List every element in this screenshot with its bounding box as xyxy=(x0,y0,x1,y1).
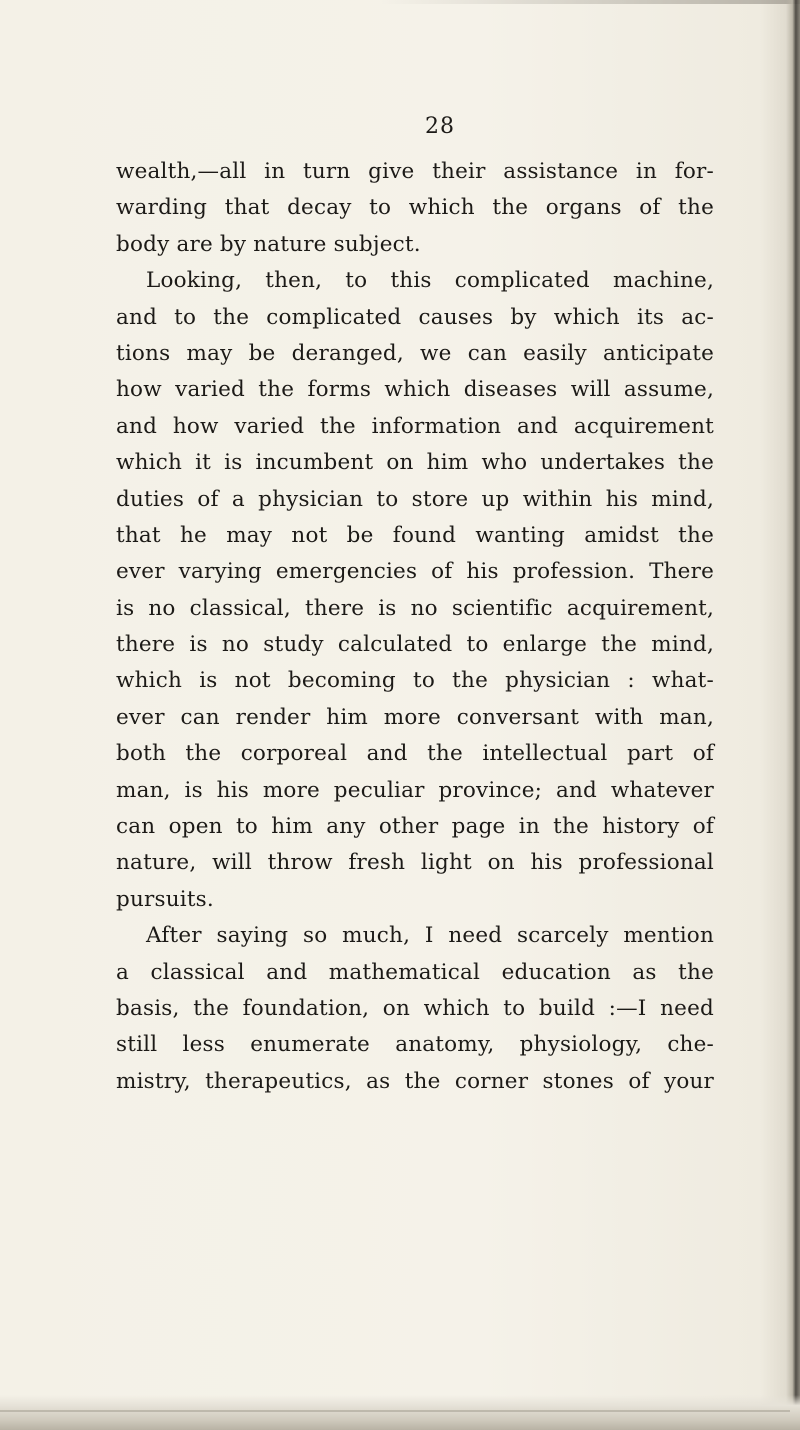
text-line: man, is his more peculiar province; and whatever xyxy=(116,777,714,803)
text-line: warding that decay to which the organs of the xyxy=(116,195,714,221)
page-bottom-edge-line xyxy=(0,1410,790,1412)
text-line: how varied the forms which diseases will assume, xyxy=(116,377,714,403)
page-number: 28 xyxy=(425,114,455,139)
text-line: is no classical, there is no scientific acquirement, xyxy=(116,595,714,621)
text-line: Looking, then, to this complicated machine, xyxy=(146,268,714,294)
text-line: ever can render him more conversant with man, xyxy=(116,704,714,730)
text-line: tions may be deranged, we can easily anticipate xyxy=(116,340,714,366)
text-line: ever varying emergencies of his profession. There xyxy=(116,559,714,585)
page-right-edge-shadow xyxy=(786,0,800,1430)
text-line: which it is incumbent on him who undertakes the xyxy=(116,450,714,476)
text-line: which is not becoming to the physician : what- xyxy=(116,668,714,694)
text-line: can open to him any other page in the history of xyxy=(116,814,714,840)
text-line: body are by nature subject. xyxy=(116,231,421,257)
text-line: pursuits. xyxy=(116,886,214,912)
body-text xyxy=(116,154,714,1100)
text-line: and how varied the information and acquirement xyxy=(116,413,714,439)
text-line: there is no study calculated to enlarge the mind, xyxy=(116,632,714,658)
text-line: After saying so much, I need scarcely mention xyxy=(146,923,714,949)
page-bottom-edge-shadow xyxy=(0,1395,800,1430)
text-line: nature, will throw fresh light on his professional xyxy=(116,850,714,876)
text-line: and to the complicated causes by which its ac- xyxy=(116,304,714,330)
page-top-edge-shadow xyxy=(380,0,800,4)
text-line: that he may not be found wanting amidst the xyxy=(116,522,714,548)
text-line: a classical and mathematical education as the xyxy=(116,959,714,985)
text-line: still less enumerate anatomy, physiology, che- xyxy=(116,1032,714,1058)
text-line: both the corporeal and the intellectual part of xyxy=(116,741,714,767)
text-line: duties of a physician to store up within his mind, xyxy=(116,486,714,512)
text-line: wealth,—all in turn give their assistance in for- xyxy=(116,159,714,184)
text-line: mistry, therapeutics, as the corner stones of your xyxy=(116,1068,714,1094)
text-line: basis, the foundation, on which to build :—I need xyxy=(116,995,714,1021)
